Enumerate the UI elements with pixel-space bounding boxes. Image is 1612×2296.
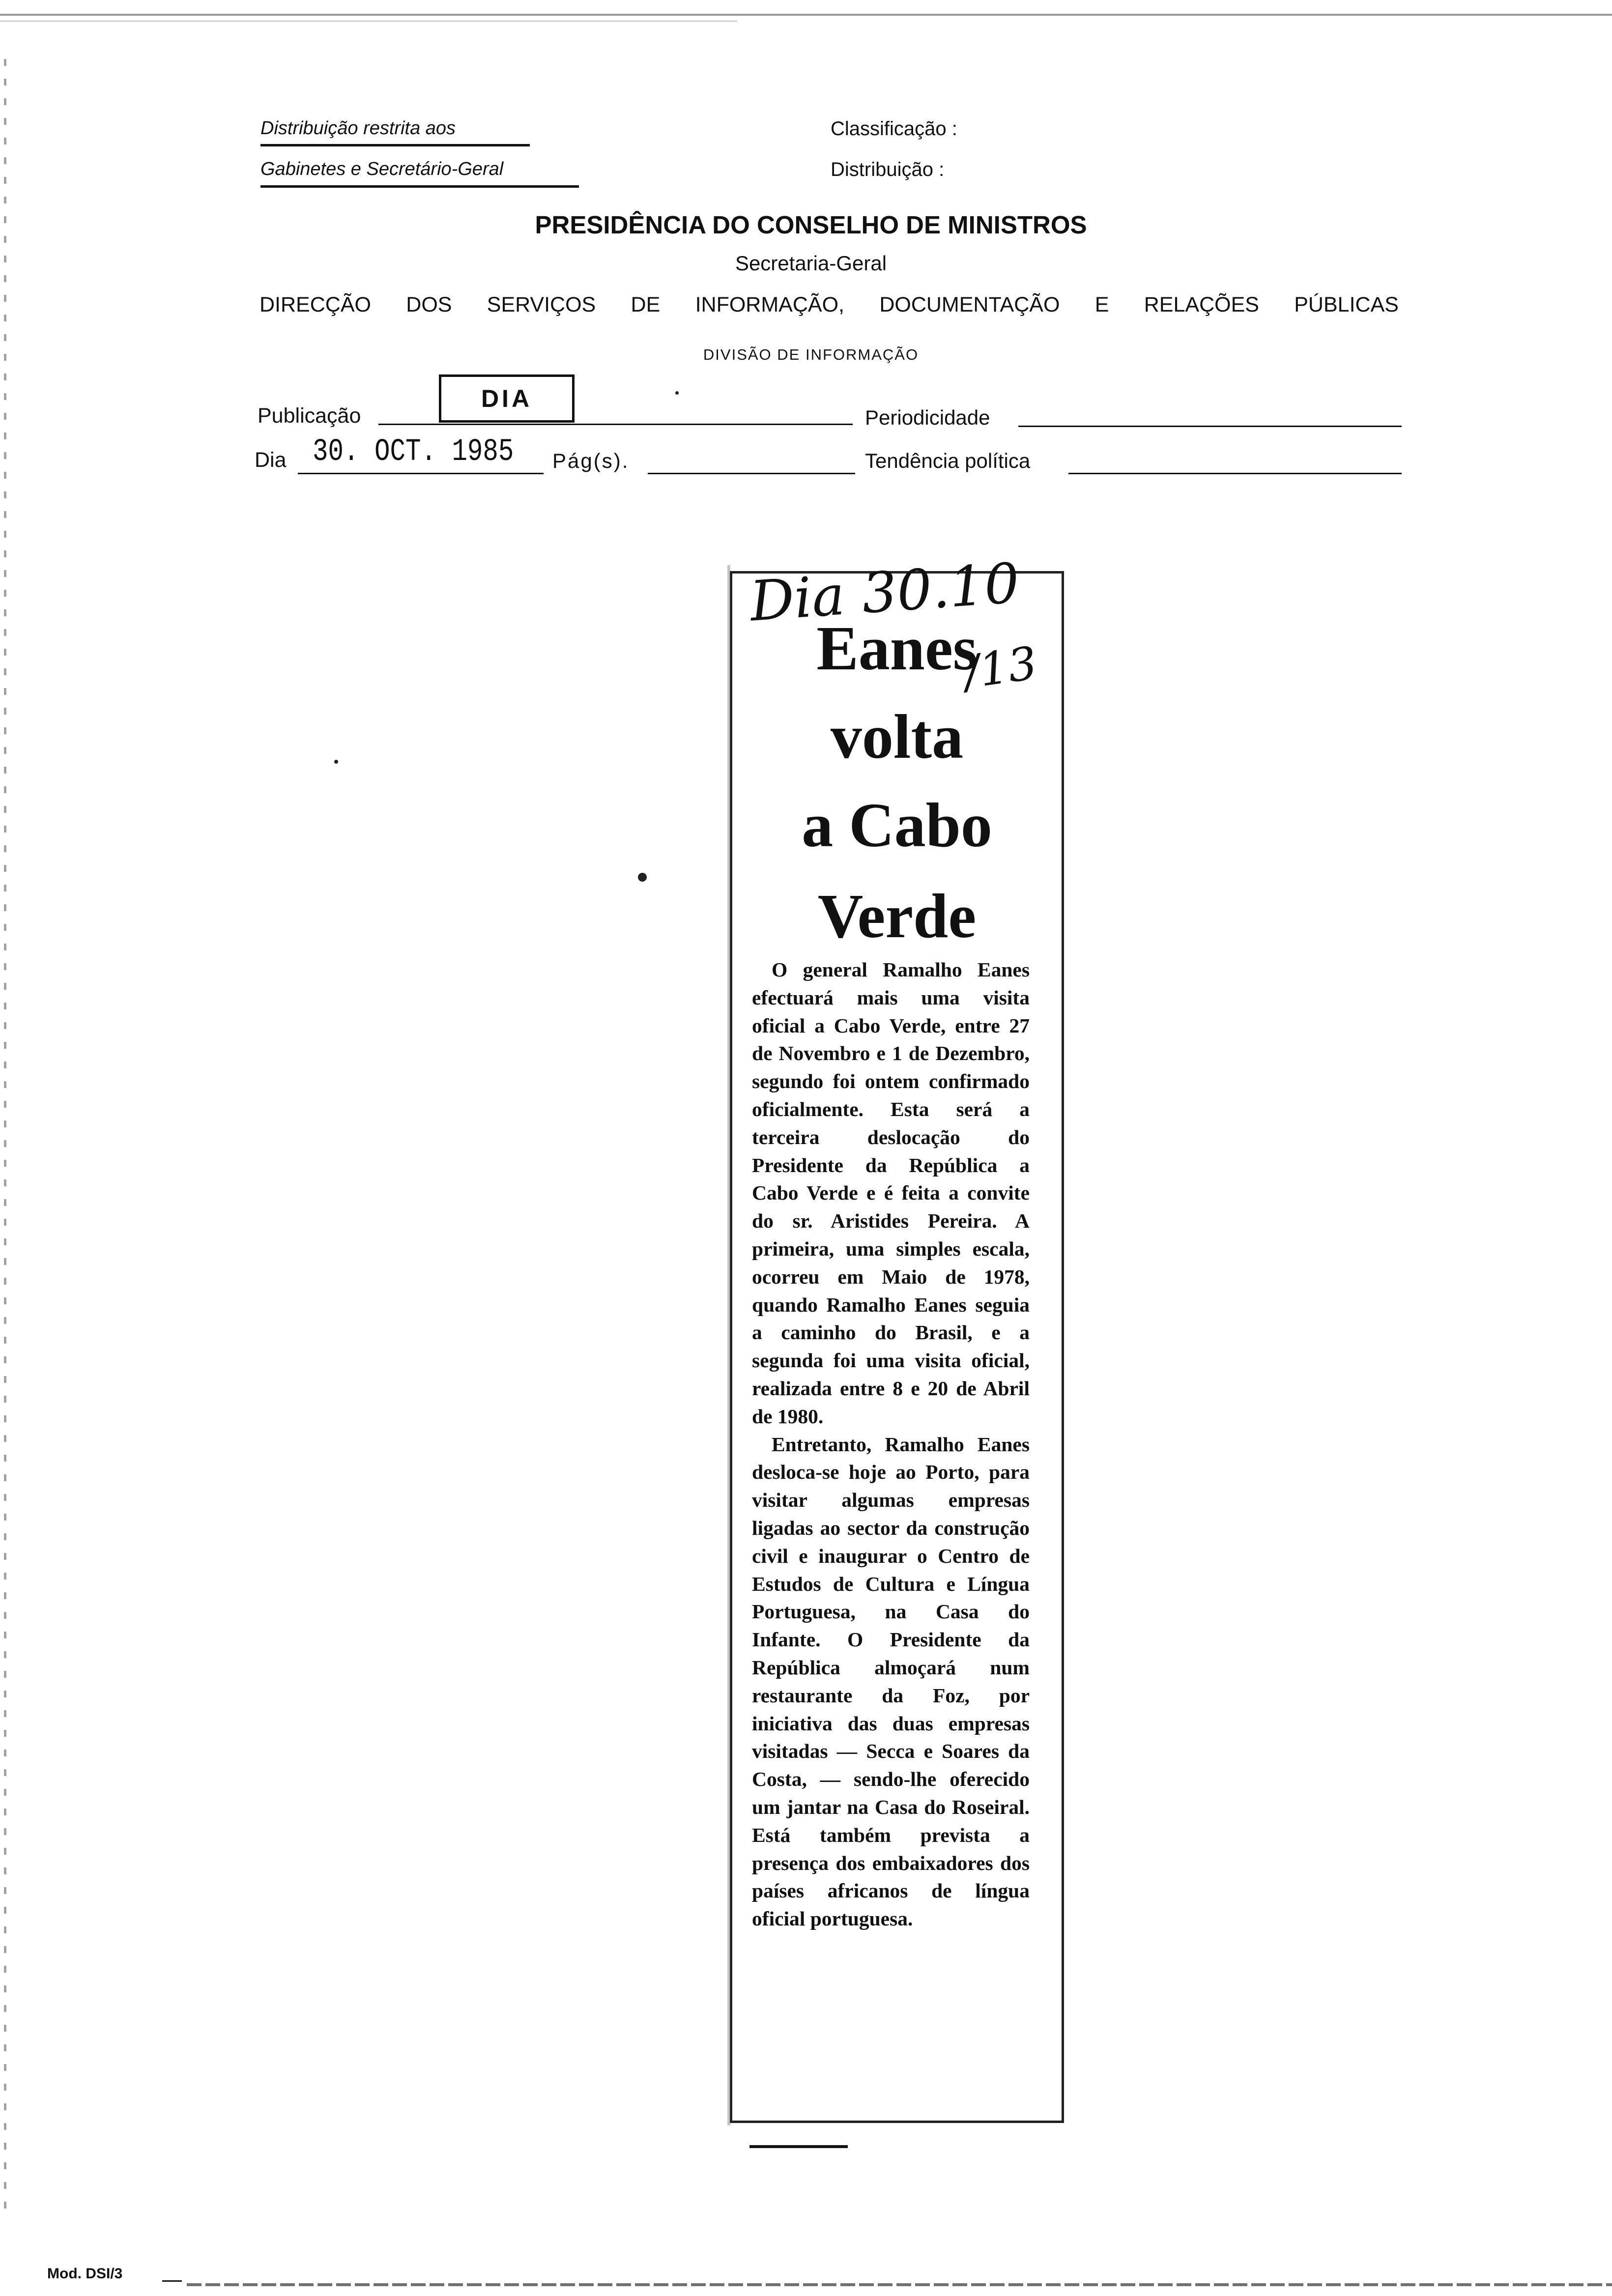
publicacao-value: DIA: [481, 385, 533, 412]
direccao-line: [259, 293, 1399, 317]
distribuicao-label: Distribuição :: [831, 159, 945, 180]
pags-label: Pág(s).: [552, 449, 630, 472]
clipping-left-shadow: [727, 565, 730, 2125]
direccao-word: SERVIÇOS: [487, 293, 596, 316]
publicacao-label: Publicação: [258, 404, 361, 428]
classificacao-label: Classificação :: [831, 118, 957, 140]
pags-field-line: [648, 473, 855, 474]
direccao-word: DE: [631, 293, 661, 316]
headline-line-2: volta: [830, 702, 964, 772]
scan-artifact-top-rule: [0, 21, 737, 22]
publicacao-field-line: [378, 424, 853, 425]
direccao-word: INFORMAÇÃO,: [695, 293, 844, 316]
scan-speck: [638, 873, 647, 882]
scan-artifact-top-rule: [0, 14, 1612, 16]
distribution-line-1: Distribuição restrita aos: [260, 118, 456, 139]
dia-field-line: [298, 473, 544, 474]
handwritten-date-note: Dia 30.10: [748, 551, 1022, 634]
direccao-word: DOCUMENTAÇÃO: [879, 293, 1060, 316]
tendencia-label: Tendência política: [865, 449, 1031, 472]
headline-line-4: Verde: [817, 881, 977, 951]
dia-label: Dia: [255, 448, 287, 472]
article-body: [752, 956, 1030, 1933]
scan-artifact-bottom-rule: [187, 2283, 1612, 2286]
page-title: PRESIDÊNCIA DO CONSELHO DE MINISTROS: [535, 211, 1087, 239]
dia-stamp: 30. OCT. 1985: [313, 434, 514, 470]
periodicidade-field-line: [1018, 426, 1402, 427]
form-code-underline: [162, 2280, 182, 2282]
scan-speck: [334, 760, 338, 764]
direccao-word: PÚBLICAS: [1294, 293, 1399, 316]
direccao-word: RELAÇÕES: [1144, 293, 1259, 316]
direccao-word: DOS: [406, 293, 452, 316]
periodicidade-label: Periodicidade: [865, 406, 990, 429]
direccao-word: DIRECÇÃO: [259, 293, 371, 316]
distribution-underline-2: [260, 185, 579, 188]
scan-artifact-left-edge: [4, 59, 6, 2221]
direccao-word: E: [1094, 293, 1109, 316]
distribution-line-2: Gabinetes e Secretário-Geral: [260, 159, 504, 179]
handwritten-page-note: /13: [961, 636, 1040, 699]
headline-line-3: a Cabo: [802, 790, 992, 860]
distribution-underline-1: [260, 144, 530, 146]
article-paragraph: Entretanto, Ramalho Eanes desloca-se hoje ao Porto, para visitar algumas empresas ligadas ao sector da construção civil e inaugurar o Centro de Estudos de Cultura e Língua Portuguesa, na Casa do Infante. O Presidente da República almoçará num restaurante da Foz, por iniciativa das duas empresas visitadas — Secca e Soares da Costa, — sendo-lhe oferecido um jantar na Casa do Roseiral. Está também prevista a presença dos embaixadores dos países africanos de língua oficial portuguesa.: [752, 1433, 1030, 1930]
form-code: Mod. DSI/3: [47, 2266, 123, 2282]
scan-speck: [675, 391, 679, 395]
headline-line-1: Eanes: [816, 613, 978, 683]
secretaria-label: Secretaria-Geral: [735, 252, 887, 275]
divisao-label: DIVISÃO DE INFORMAÇÃO: [703, 346, 919, 363]
clipping-bottom-rule: [749, 2145, 848, 2148]
tendencia-field-line: [1068, 473, 1402, 474]
article-paragraph: O general Ramalho Eanes efectuará mais uma visita oficial a Cabo Verde, entre 27 de Novembro e 1 de Dezembro, segundo foi ontem confirmado oficialmente. Esta será a terceira deslocação do Presidente da República a Cabo Verde e é feita a convite do sr. Aristides Pereira. A primeira, uma simples escala, ocorreu em Maio de 1978, quando Ramalho Eanes seguia a caminho do Brasil, e a segunda foi uma visita oficial, realizada entre 8 e 20 de Abril de 1980.: [752, 958, 1030, 1428]
